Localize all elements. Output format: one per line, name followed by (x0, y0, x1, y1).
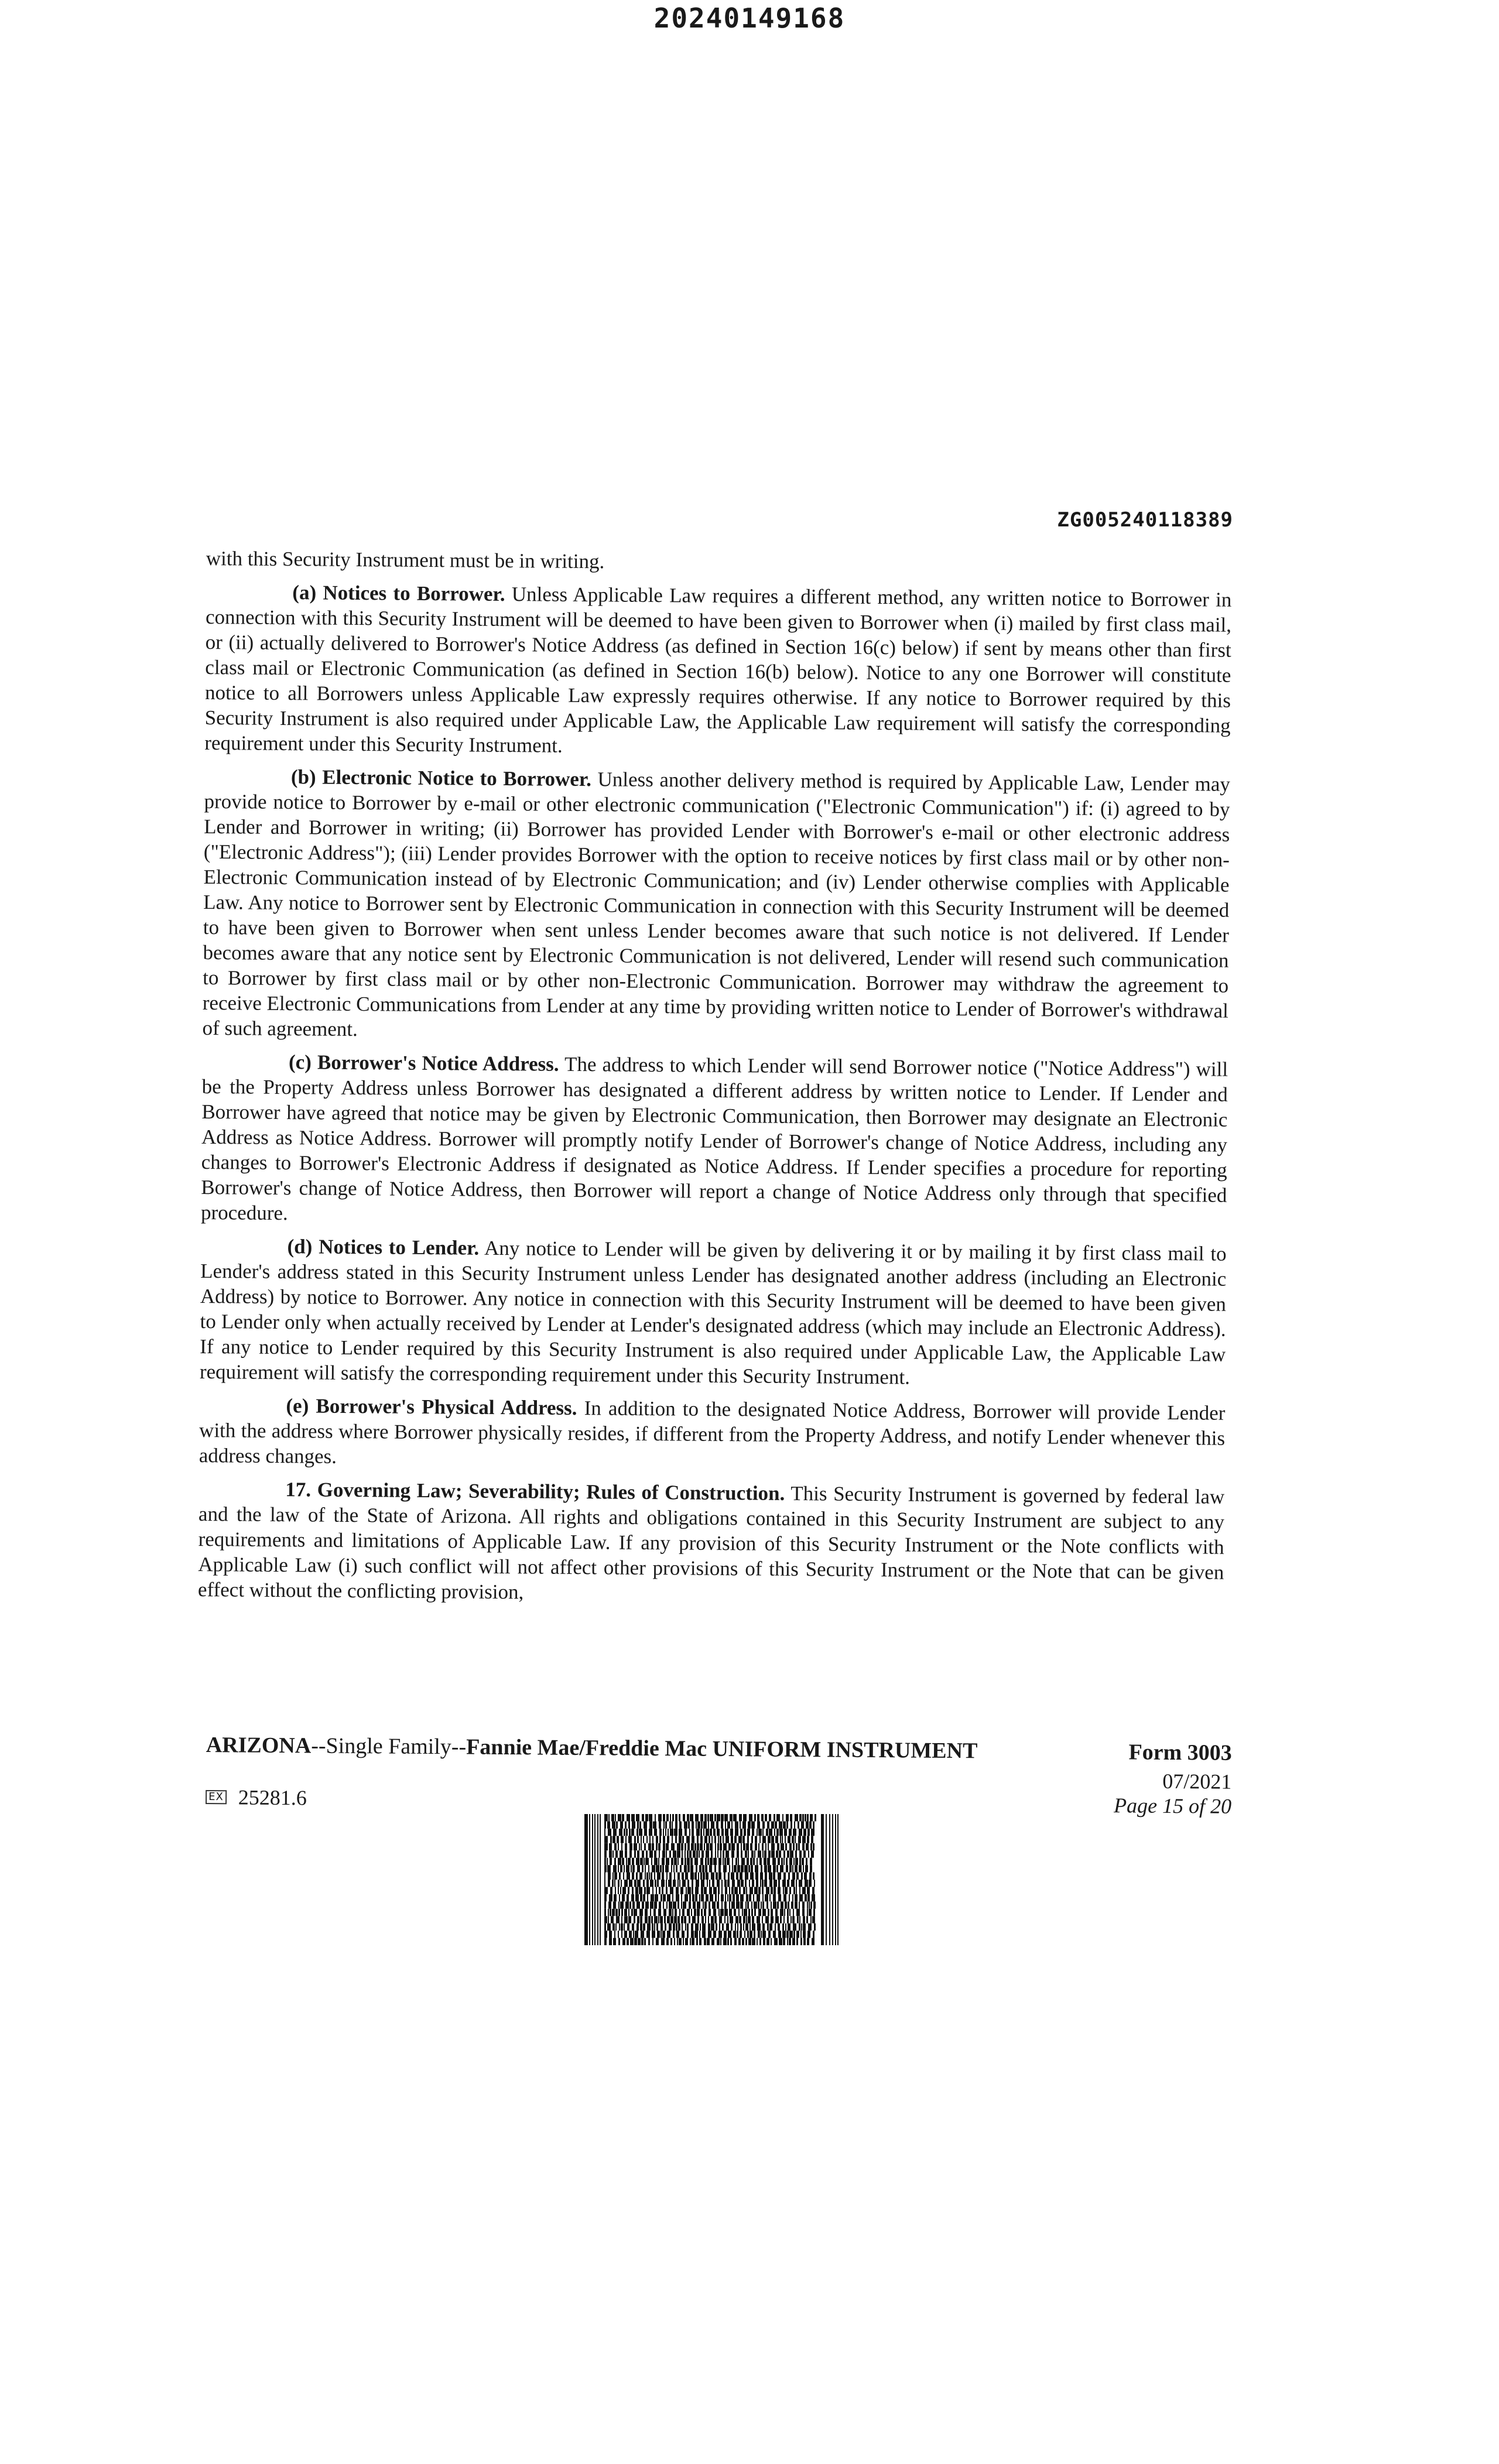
recording-number: 20240149168 (653, 2, 846, 34)
paragraph-heading: (a) Notices to Borrower. (292, 581, 505, 606)
paragraph-continuation (206, 546, 1232, 579)
paragraph-notices-to-lender (200, 1233, 1227, 1392)
doc-code-block (206, 1784, 307, 1811)
page-footer (206, 1732, 1232, 1819)
paragraph-text: The address to which Lender will send Borrower notice ("Notice Address") will be the Property Address unless Borrower has designated a different address by written notice to Lender. If Lender and Borrower have agreed that notice may be given by Electronic Communication, then Borrower may designate an Electronic Address as Notice Address. Borrower will promptly notify Lender of Borrower's change of Notice Address, including any changes to Borrower's Electronic Address if designated as Notice Address. If Lender specifies a procedure for reporting Borrower's change of Notice Address, then Borrower will report a change of Notice Address only through that specified procedure. (200, 1052, 1228, 1225)
paragraph-text: Any notice to Lender will be given by delivering it or by mailing it by first class mail to Lender's address stated in this Security Instrument unless Lender has designated another address (including an Electronic Address) by notice to Borrower. Any notice in connection with this Security Instrument will be deemed to have been given to Lender only when actually received by Lender at Lender's designated address (which may include an Electronic Address). If any notice to Lender required by this Security Instrument is also required under Applicable Law, the Applicable Law requirement will satisfy the corresponding requirement under this Security Instrument. (199, 1236, 1227, 1389)
paragraph-text: This Security Instrument is governed by federal law and the law of the State of Arizona. All rights and obligations contained in this Security Instrument are subject to any requirements and limitations of Applicable Law. If any provision of this Security Instrument or the Note conflicts with Applicable Law (i) such conflict will not affect other provisions of this Security Instrument or the Note that can be given effect without the conflicting provision, (197, 1481, 1225, 1604)
document-body (198, 546, 1232, 1610)
paragraph-heading: (b) Electronic Notice to Borrower. (290, 765, 592, 791)
ellie-mae-logo-icon: EX (206, 1790, 227, 1804)
paragraph-heading: 17. Governing Law; Severability; Rules of Construction. (285, 1478, 785, 1505)
paragraph-physical-address (199, 1392, 1226, 1476)
paragraph-notices-to-borrower (204, 579, 1231, 764)
paragraph-borrower-notice-address (201, 1049, 1228, 1233)
form-date: 07/2021 (1162, 1769, 1232, 1794)
paragraph-heading: (e) Borrower's Physical Address. (286, 1394, 577, 1420)
form-instrument: Fannie Mae/Freddie Mac UNIFORM INSTRUMENT (466, 1734, 978, 1764)
footer-title-row (206, 1732, 1232, 1766)
paragraph-text: In addition to the designated Notice Address, Borrower will provide Lender with the address where Borrower physically resides, if different from the Property Address, and notify Lender whenever this address changes. (199, 1397, 1226, 1468)
form-title (206, 1732, 978, 1764)
paragraph-text: with this Security Instrument must be in writing. (206, 546, 605, 573)
form-state: ARIZONA (206, 1733, 312, 1758)
pdf417-barcode-icon (584, 1814, 840, 1945)
loan-id: ZG005240118389 (1057, 508, 1233, 532)
paragraph-electronic-notice (202, 764, 1230, 1049)
form-family: --Single Family-- (311, 1733, 467, 1760)
doc-code: 25281.6 (238, 1785, 307, 1810)
paragraph-heading: (c) Borrower's Notice Address. (288, 1050, 559, 1076)
footer-meta-row (206, 1761, 1232, 1819)
paragraph-heading: (d) Notices to Lender. (287, 1235, 480, 1260)
form-number: Form 3003 (1128, 1740, 1232, 1765)
paragraph-governing-law (198, 1476, 1225, 1610)
page-number: Page 15 of 20 (1113, 1794, 1232, 1818)
paragraph-text: Unless Applicable Law requires a different method, any written notice to Borrower in connection with this Security Instrument will be deemed to have been given to Borrower when (i) mailed by first class mail, or (ii) actually delivered to Borrower's Notice Address (as defined in Section 16(c) below) if sent by means other than first class mail or Electronic Communication (as defined in Section 16(b) below). Notice to any one Borrower will constitute notice to all Borrowers unless Applicable Law expressly requires otherwise. If any notice to Borrower required by this Security Instrument is also required under Applicable Law, the Applicable Law requirement will satisfy the corresponding requirement under this Security Instrument. (204, 583, 1232, 757)
paragraph-text: Unless another delivery method is required by Applicable Law, Lender may provide notice to Borrower by e-mail or other electronic communication ("Electronic Communication") if: (i) agreed to by Lender and Borrower in writing; (ii) Borrower has provided Lender with Borrower's e-mail or other electronic address ("Electronic Address"); (iii) Lender provides Borrower with the option to receive notices by first class mail or by other non-Electronic Communication instead of by Electronic Communication; and (iv) Lender otherwise complies with Applicable Law. Any notice to Borrower sent by Electronic Communication in connection with this Security Instrument will be deemed to have been given to Borrower when sent unless Lender becomes aware that such notice is not delivered. If Lender becomes aware that any notice sent by Electronic Communication is not delivered, Lender will resend such communication to Borrower by first class mail or by other non-Electronic Communication. Borrower may withdraw the agreement to receive Electronic Communications from Lender at any time by providing written notice to Lender of Borrower's withdrawal of such agreement. (202, 768, 1231, 1041)
form-meta (1114, 1768, 1232, 1819)
